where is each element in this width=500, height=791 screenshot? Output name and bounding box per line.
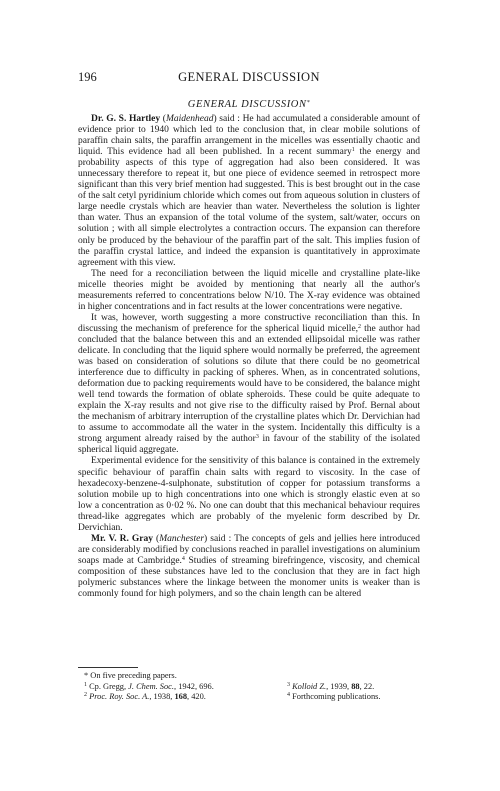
speaker-affiliation: Maidenhead [165,114,214,124]
running-head-title: GENERAL DISCUSSION [178,70,320,84]
footnote-3 [259,682,374,693]
footnote-4 [259,692,381,703]
footnote-text: Cp. Gregg, [89,681,129,691]
footnotes [78,671,420,703]
footnote-text: On five preceding papers. [90,671,177,680]
footnote-1 [78,682,259,693]
journal-name: Proc. Roy. Soc. A. [89,692,150,702]
footnote-ref: 4 [181,555,185,562]
article-body [78,114,420,600]
footnote-number: 3 [287,681,290,688]
footnote-number: 2 [84,692,87,699]
footnote-text: , 22. [359,681,375,691]
section-title [78,99,420,110]
paragraph-text: It was, however, worth suggesting a more constructive reconciliation than this. In discussing the mechanism of preference for the spherical liquid micelle, [78,312,420,334]
footnote-mark: * [84,671,89,680]
footnote-number: 1 [84,681,87,688]
paragraph-text: the author had concluded that the balance between this and an extended ellipsoidal micelle was rather delicate. In concluding that the liquid sphere would normally be preferred, the agreement was based on consideration of solutions so dilute that there could be no geometrical interference due to difficulty in packing of spheres. When, as in concentrated solutions, deformation due to packing requirements would have to be considered, the balance might well tend towards the formation of oblate spheroids. These could be quite adequate to explain the X-ray results and not give rise to the difficulty raised by Prof. Bernal about the mechanism of arbitrary interruption of the crystalline plates which Dr. Dervichian had to assume to accommodate all the water in the system. Incidentally this difficulty is a strong argument already raised by the author [78,323,420,445]
paragraph-text: in favour of the stability of the isolated spherical liquid aggregate. [78,434,420,456]
footnote-ref: 1 [351,147,355,154]
journal-name: J. Chem. Soc. [128,681,174,691]
section-title-text: GENERAL DISCUSSION [187,99,307,110]
speaker-affiliation: Manchester [159,533,205,544]
hartley-paragraph-2: The need for a reconciliation between the liquid micelle and crystalline plate-like micelle theories might be avoided by mentioning that nearly all the author's measurements referred to concentrations below N/10. The X-ray evidence was obtained in higher concentrations and in fact results at the lower concentrations were negative. [78,268,420,312]
page-number: 196 [78,70,97,84]
footnote-text: , 1939, [326,681,352,691]
paragraph-text: ) said : He had accumulated a considerable amount of evidence prior to 1940 which led to the conclusion that, in clear mobile solutions of paraffin chain salts, the paraffin arrangement in the micelles was essentially chaotic and liquid. This evidence had all been published. In a recent summary [78,114,420,158]
volume-number: 168 [174,692,188,702]
hartley-paragraph-3 [78,313,420,457]
footnote-divider [78,667,138,668]
speaker-name: Dr. G. S. Hartley [91,114,161,124]
hartley-paragraph-1: Dr. G. S. Hartley (Maidenhead) said : He had accumulated a considerable amount of evidence prior to 1940 which led to the conclusion that, in clear mobile solutions of paraffin chain salts, the paraffin arrangement in the micelles was essentially chaotic and liquid. This evidence had all been published. In a recent summary$^1$ the energy and probability aspects of this type of aggregation had also been considered. It was unnecessary therefore to repeat it, but one piece of evidence seemed in retrospect more significant than this very brief mention had suggested. This is best brought out in the case of the salt cetyl pyridinium chloride which comes out from aqueous solution in clusters of large needle crystals which are heavier than water. Nevertheless the solution is lighter than water. Thus an expansion of the total volume of the system, salt/water, occurs on solution ; with all simple electrolytes a contraction occurs. The expansion can therefore only be produced by the behaviour of the paraffin part of the salt. This implies fusion of the paraffin crystal lattice, and indeed the expansion is quantitatively in approximate agreement with this view. [78,114,421,268]
footnote-text: Forthcoming publications. [292,692,381,702]
footnote-row [78,682,420,693]
hartley-paragraph-4: Experimental evidence for the sensitivity of this balance is contained in the extremely specific behaviour of paraffin chain salts with regard to viscosity. In the case of hexadecoxy-benzene-4-sulphonate, substitution of copper for potassium transforms a solution mobile up to high concentrations into one which is strongly elastic even at so low a concentration as 0·02 %. No one can doubt that this mechanical behaviour requires thread-like aggregates which are probably of the myelenic form described by Dr. Dervichian. [78,456,420,533]
footnote-general [78,671,420,682]
footnote-text: , 1938, [149,692,175,702]
journal-name: Kolloid Z. [292,681,327,691]
footnote-2 [78,692,259,703]
footnote-text: , 420. [187,692,206,702]
footnote-ref: 2 [358,323,362,330]
gray-paragraph-1: Mr. V. R. Gray (Manchester) said : The concepts of gels and jellies here introduced are considerably modified by conclusions reached in parallel investigations on aluminium soaps made at Cambridge.$^4$ Studies of streaming birefringence, viscosity, and chemical composition of these substances have led to the conclusion that they are in fact high polymeric substances where the linkage between the monomer units is weaker than is commonly found for high polymers, and so the chain length can be altered [78,533,420,600]
section-title-mark: * [306,100,311,106]
footnote-row [78,692,420,703]
paragraph-text: Studies of streaming birefringence, viscosity, and chemical composition of these substances have led to the conclusion that they are in fact high polymeric substances where the linkage between the monomer units is weaker than is commonly found for high polymers, and so the chain length can be altered [78,555,420,600]
footnote-number: 4 [287,692,290,699]
paragraph-text: ) said : The concepts of gels and jellies here introduced are considerably modified by conclusions reached in parallel investigations on aluminium soaps made at Cambridge. [78,533,420,566]
speaker-name: Mr. V. R. Gray [91,533,153,544]
footnote-text: , 1942, 696. [174,681,214,691]
footnote-ref: 3 [255,434,259,441]
volume-number: 88 [351,681,360,691]
running-head [78,70,420,86]
paragraph-text: the energy and probability aspects of this type of aggregation had also been considered. It was unnecessary therefore to repeat it, but one piece of evidence seemed in retrospect more significant than this very brief mention had suggested. This is best brought out in the case of the salt cetyl pyridinium chloride which comes out from aqueous solution in clusters of large needle crystals which are heavier than water. Nevertheless the solution is lighter than water. Thus an expansion of the total volume of the system, salt/water, occurs on solution ; with all simple electrolytes a contraction occurs. The expansion can therefore only be produced by the behaviour of the paraffin part of the salt. This implies fusion of the paraffin crystal lattice, and indeed the expansion is quantitatively in approximate agreement with this view. [78,147,421,268]
